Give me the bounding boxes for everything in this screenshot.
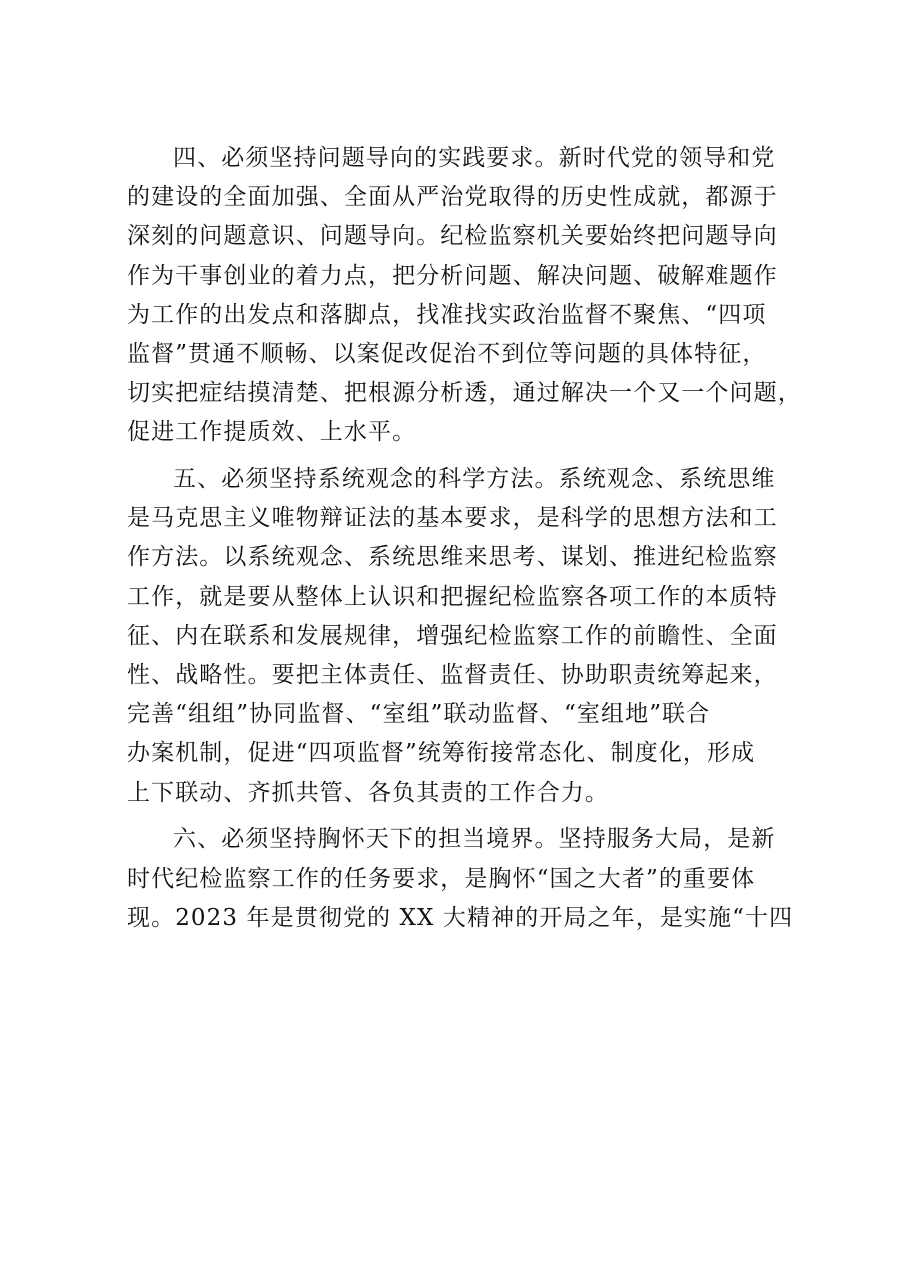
text-line: 促进工作提质效、上水平。 bbox=[127, 419, 417, 446]
text-line: 深刻的问题意识、问题导向。纪检监察机关要始终把问题导向 bbox=[127, 223, 778, 250]
document-body bbox=[127, 139, 802, 938]
text-line: 为工作的出发点和落脚点，找准找实政治监督不聚焦、“四项 bbox=[127, 301, 767, 328]
paragraph-gap bbox=[127, 813, 799, 821]
text-line: 现。2023 年是贯彻党的 XX 大精神的开局之年，是实施“十四 bbox=[127, 904, 794, 931]
paragraph-6 bbox=[127, 820, 799, 938]
text-line: 性、战略性。要把主体责任、监督责任、协助职责统筹起来， bbox=[127, 662, 778, 689]
text-line: 是马克思主义唯物辩证法的基本要求，是科学的思想方法和工 bbox=[127, 505, 778, 532]
text-line: 四、必须坚持问题导向的实践要求。新时代党的领导和党 bbox=[173, 145, 776, 171]
paragraph-5 bbox=[127, 460, 799, 813]
text-line: 作方法。以系统观念、系统思维来思考、谋划、推进纪检监察 bbox=[127, 544, 778, 571]
text-line: 办案机制，促进“四项监督”统筹衔接常态化、制度化，形成 bbox=[127, 740, 756, 767]
text-line: 作为干事创业的着力点，把分析问题、解决问题、破解难题作 bbox=[127, 262, 778, 289]
text-line: 时代纪检监察工作的任务要求，是胸怀“国之大者”的重要体 bbox=[127, 865, 756, 892]
text-line: 五、必须坚持系统观念的科学方法。系统观念、系统思维 bbox=[173, 466, 776, 493]
paragraph-gap bbox=[127, 453, 799, 461]
text-line: 征、内在联系和发展规律，增强纪检监察工作的前瞻性、全面 bbox=[127, 622, 778, 649]
text-line: 监督”贯通不顺畅、以案促改促治不到位等问题的具体特征， bbox=[127, 340, 767, 367]
text-line: 六、必须坚持胸怀天下的担当境界。坚持服务大局，是新 bbox=[173, 826, 776, 853]
text-line: 完善“组组”协同监督、“室组”联动监督、“室组地”联合 bbox=[127, 701, 711, 728]
text-line: 上下联动、齐抓共管、各负其责的工作合力。 bbox=[127, 779, 609, 806]
paragraph-4 bbox=[127, 139, 802, 453]
text-line: 切实把症结摸清楚、把根源分析透，通过解决一个又一个问题， bbox=[127, 380, 802, 407]
text-line: 工作，就是要从整体上认识和把握纪检监察各项工作的本质特 bbox=[127, 583, 778, 610]
text-line: 的建设的全面加强、全面从严治党取得的历史性成就，都源于 bbox=[127, 184, 778, 211]
